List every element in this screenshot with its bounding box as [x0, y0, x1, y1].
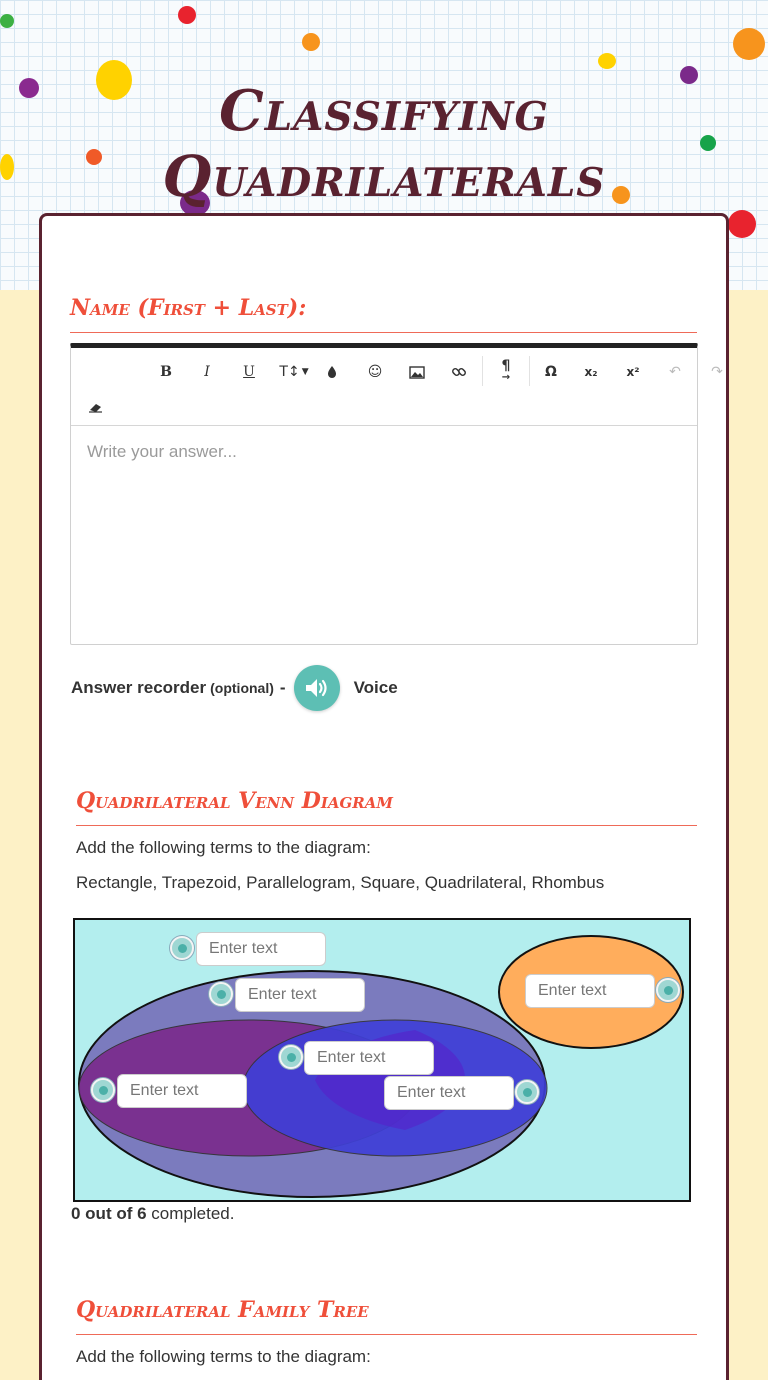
- italic-button[interactable]: I: [204, 364, 210, 380]
- family-tree-instructions: Add the following terms to the diagram:: [76, 1347, 371, 1366]
- undo-button[interactable]: ↶: [669, 364, 681, 380]
- record-voice-button[interactable]: [294, 665, 340, 711]
- venn-dropzone[interactable]: Enter text: [525, 974, 655, 1008]
- toolbar-separator: [529, 356, 530, 386]
- answer-recorder: [71, 668, 398, 708]
- eraser-icon: [88, 401, 104, 413]
- recorder-label: Answer recorder: [71, 678, 207, 697]
- voice-label: Voice: [353, 678, 398, 697]
- dropzone-handle[interactable]: [279, 1045, 303, 1069]
- name-rule: [70, 332, 697, 333]
- arrow-right-icon: →: [501, 372, 511, 383]
- emoji-button[interactable]: ☺: [367, 364, 383, 380]
- dropzone-handle[interactable]: [209, 982, 233, 1006]
- dropzone-handle[interactable]: [91, 1078, 115, 1102]
- image-icon: [409, 366, 425, 379]
- venn-dropzone[interactable]: Enter text: [304, 1041, 434, 1075]
- text-color-button[interactable]: [317, 357, 347, 387]
- venn-terms: Rectangle, Trapezoid, Parallelogram, Square, Quadrilateral, Rhombus: [76, 873, 605, 892]
- recorder-dash: -: [279, 678, 286, 697]
- venn-section-title: Quadrilateral Venn Diagram: [76, 788, 394, 814]
- venn-dropzone[interactable]: Enter text: [117, 1074, 247, 1108]
- venn-dropzone[interactable]: Enter text: [384, 1076, 514, 1110]
- family-tree-rule: [76, 1334, 697, 1335]
- progress-suffix: completed.: [151, 1204, 235, 1223]
- clear-format-button[interactable]: [81, 392, 111, 422]
- speaker-icon: [303, 676, 331, 700]
- recorder-optional: (optional): [210, 680, 274, 696]
- page-title: Classifying Quadrilaterals: [162, 78, 606, 210]
- underline-button[interactable]: U: [243, 364, 255, 380]
- link-button[interactable]: [444, 357, 474, 387]
- venn-progress: [71, 1204, 234, 1224]
- venn-dropzone[interactable]: Enter text: [235, 978, 365, 1012]
- venn-dropzone[interactable]: Enter text: [196, 932, 326, 966]
- droplet-icon: [326, 365, 338, 379]
- superscript-button[interactable]: x²: [626, 365, 640, 379]
- link-icon: [451, 364, 467, 380]
- venn-rule: [76, 825, 697, 826]
- editor-toolbar: [71, 348, 723, 426]
- image-button[interactable]: [402, 357, 432, 387]
- special-chars-button[interactable]: Ω: [545, 364, 557, 380]
- subscript-button[interactable]: x₂: [584, 365, 598, 379]
- caret-down-icon: ▼: [301, 367, 309, 377]
- bold-button[interactable]: B: [160, 364, 172, 380]
- redo-button[interactable]: ↷: [711, 364, 723, 380]
- family-tree-section-title: Quadrilateral Family Tree: [76, 1297, 369, 1323]
- dropzone-handle[interactable]: [656, 978, 680, 1002]
- text-size-dropdown[interactable]: [277, 357, 311, 387]
- venn-diagram: [73, 918, 691, 1202]
- paragraph-button[interactable]: [491, 357, 521, 387]
- text-size-label: T↕: [279, 364, 300, 380]
- toolbar-separator: [482, 356, 483, 386]
- venn-instructions: Add the following terms to the diagram:: [76, 838, 371, 857]
- progress-count: 0 out of 6: [71, 1204, 147, 1223]
- pilcrow-label: ¶: [501, 358, 511, 374]
- name-label: Name (First + Last):: [70, 295, 307, 321]
- dropzone-handle[interactable]: [515, 1080, 539, 1104]
- answer-input[interactable]: Write your answer...: [87, 442, 237, 461]
- rich-text-editor: [70, 343, 723, 645]
- dropzone-handle[interactable]: [170, 936, 194, 960]
